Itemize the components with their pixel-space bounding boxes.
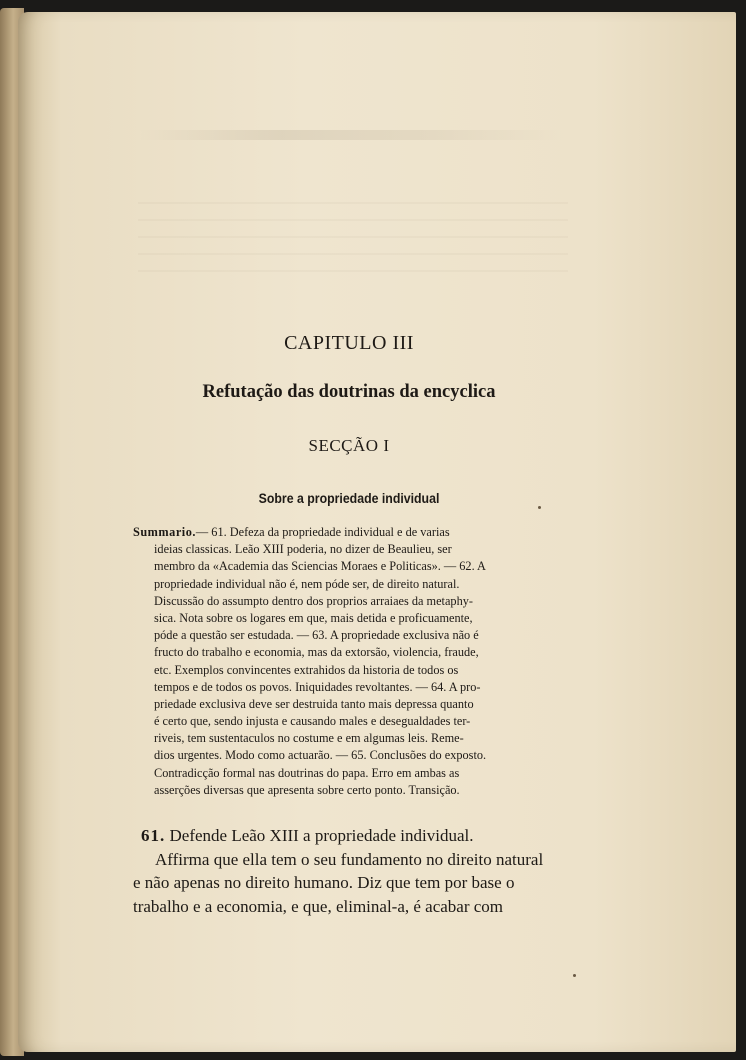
bleed-through-text bbox=[138, 130, 568, 140]
summary-line: tempos e de todos os povos. Iniquidades revoltantes. — 64. A pro- bbox=[154, 679, 481, 694]
summary-line: fructo do trabalho e economia, mas da extorsão, violencia, fraude, bbox=[154, 645, 479, 660]
summary-line: dios urgentes. Modo como actuarão. — 65. Conclusões do exposto. bbox=[154, 748, 487, 763]
chapter-title: Refutação das doutrinas da encyclica bbox=[202, 382, 496, 402]
paragraph-line: e não apenas no direito humano. Diz que tem por base o bbox=[133, 873, 515, 892]
paragraph-line: 61. Defende Leão XIII a propriedade individual. bbox=[141, 826, 474, 845]
summary-line: asserções diversas que apresenta sobre certo ponto. Transição. bbox=[154, 782, 460, 797]
summary-block bbox=[133, 524, 563, 799]
paragraph-line: Affirma que ella tem o seu fundamento no direito natural bbox=[155, 849, 544, 869]
section-heading: SECÇÃO I bbox=[308, 436, 390, 455]
summary-line: Summario.— 61. Defeza da propriedade individual e de varias bbox=[133, 525, 450, 539]
summary-line: propriedade individual não é, nem póde ser, de direito natural. bbox=[154, 576, 460, 591]
page bbox=[18, 12, 736, 1052]
body-paragraph bbox=[133, 824, 563, 918]
chapter-heading: CAPITULO III bbox=[284, 332, 414, 354]
summary-line: membro da «Academia das Sciencias Moraes e Politicas». — 62. A bbox=[154, 559, 486, 574]
summary-line: priedade exclusiva deve ser destruida tanto mais depressa quanto bbox=[154, 696, 474, 711]
summary-line: póde a questão ser estudada. — 63. A propriedade exclusiva não é bbox=[154, 628, 479, 643]
summary-line: é certo que, sendo injusta e causando males e desegualdades ter- bbox=[154, 714, 471, 729]
summary-line: Contradicção formal nas doutrinas do papa. Erro em ambas as bbox=[154, 765, 460, 780]
section-subtitle: Sobre a propriedade individual bbox=[258, 490, 440, 506]
paper-speck bbox=[538, 506, 541, 509]
summary-line: etc. Exemplos convincentes extrahidos da historia de todos os bbox=[154, 662, 459, 677]
paper-speck bbox=[573, 974, 576, 977]
summary-label: Summario. bbox=[133, 525, 196, 539]
bleed-through-text bbox=[138, 202, 568, 282]
paragraph-number: 61. bbox=[141, 826, 166, 845]
summary-line: ideias classicas. Leão XIII poderia, no dizer de Beaulieu, ser bbox=[154, 542, 452, 557]
summary-line: riveis, tem sustentaculos no costume e em algumas leis. Reme- bbox=[154, 731, 464, 746]
summary-line: Discussão do assumpto dentro dos proprios arraiaes da metaphy- bbox=[154, 593, 473, 608]
summary-line: sica. Nota sobre os logares em que, mais detida e proficuamente, bbox=[154, 610, 473, 625]
paragraph-line: trabalho e a economia, e que, eliminal-a, é acabar com bbox=[133, 896, 504, 916]
